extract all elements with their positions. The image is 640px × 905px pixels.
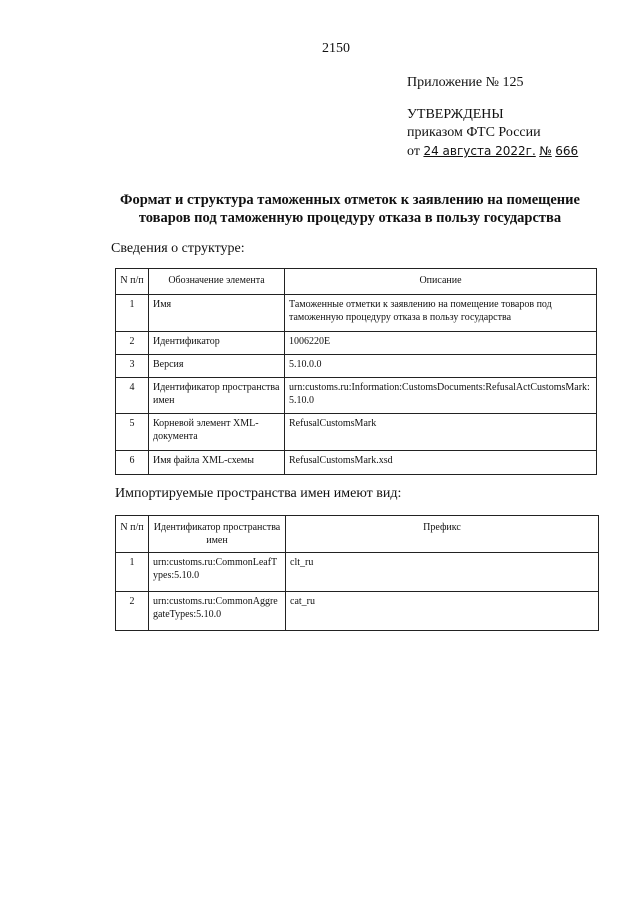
element-name: Имя файла XML-схемы bbox=[149, 451, 285, 475]
element-description: 1006220E bbox=[285, 332, 597, 355]
approval-date: 24 августа 2022г. bbox=[423, 144, 536, 158]
element-description: 5.10.0.0 bbox=[285, 355, 597, 378]
namespace-prefix: clt_ru bbox=[286, 553, 599, 592]
page-number: 2150 bbox=[322, 41, 350, 56]
table-row bbox=[116, 332, 597, 355]
namespace-id: urn:customs.ru:CommonLeafTypes:5.10.0 bbox=[149, 553, 286, 592]
number-sign: № bbox=[539, 144, 552, 158]
table-row bbox=[116, 414, 597, 451]
row-number: 6 bbox=[116, 451, 149, 475]
namespace-id: urn:customs.ru:CommonAggregateTypes:5.10.0 bbox=[149, 592, 286, 631]
approved-label: УТВЕРЖДЕНЫ bbox=[407, 107, 504, 122]
order-number: 666 bbox=[555, 144, 579, 158]
element-name: Корневой элемент XML-документа bbox=[149, 414, 285, 451]
element-name: Имя bbox=[149, 295, 285, 332]
element-description: RefusalCustomsMark.xsd bbox=[285, 451, 597, 475]
table-row bbox=[116, 451, 597, 475]
header-cell: N п/п bbox=[116, 516, 149, 553]
row-number: 4 bbox=[116, 378, 149, 414]
header-cell: Идентификатор пространства имен bbox=[149, 516, 286, 553]
row-number: 2 bbox=[116, 332, 149, 355]
document-title-line1: Формат и структура таможенных отметок к заявлению на помещение bbox=[120, 192, 580, 208]
element-name: Идентификатор bbox=[149, 332, 285, 355]
structure-table bbox=[115, 268, 597, 475]
imports-label: Импортируемые пространства имен имеют вид: bbox=[115, 486, 402, 501]
table-header-row bbox=[116, 516, 599, 553]
row-number: 1 bbox=[116, 295, 149, 332]
approved-by: приказом ФТС России bbox=[407, 125, 541, 140]
row-number: 3 bbox=[116, 355, 149, 378]
table-row bbox=[116, 378, 597, 414]
element-description: RefusalCustomsMark bbox=[285, 414, 597, 451]
header-cell: N п/п bbox=[116, 269, 149, 295]
structure-label: Сведения о структуре: bbox=[111, 241, 245, 256]
table-header-row bbox=[116, 269, 597, 295]
approval-date-line bbox=[407, 144, 578, 160]
date-prefix: от bbox=[407, 144, 420, 159]
namespace-prefix: cat_ru bbox=[286, 592, 599, 631]
table-row bbox=[116, 295, 597, 332]
document-title-line2: товаров под таможенную процедуру отказа в пользу государства bbox=[138, 210, 562, 226]
element-name: Версия bbox=[149, 355, 285, 378]
row-number: 1 bbox=[116, 553, 149, 592]
header-cell: Обозначение элемента bbox=[149, 269, 285, 295]
header-cell: Описание bbox=[285, 269, 597, 295]
element-description: Таможенные отметки к заявлению на помещение товаров под таможенную процедуру отказа в пользу государства bbox=[285, 295, 597, 332]
row-number: 2 bbox=[116, 592, 149, 631]
row-number: 5 bbox=[116, 414, 149, 451]
table-row bbox=[116, 553, 599, 592]
appendix-label: Приложение № 125 bbox=[407, 75, 524, 90]
table-row bbox=[116, 592, 599, 631]
element-name: Идентификатор пространства имен bbox=[149, 378, 285, 414]
imports-table bbox=[115, 515, 599, 631]
table-row bbox=[116, 355, 597, 378]
element-description: urn:customs.ru:Information:CustomsDocuments:RefusalActCustomsMark:5.10.0 bbox=[285, 378, 597, 414]
header-cell: Префикс bbox=[286, 516, 599, 553]
